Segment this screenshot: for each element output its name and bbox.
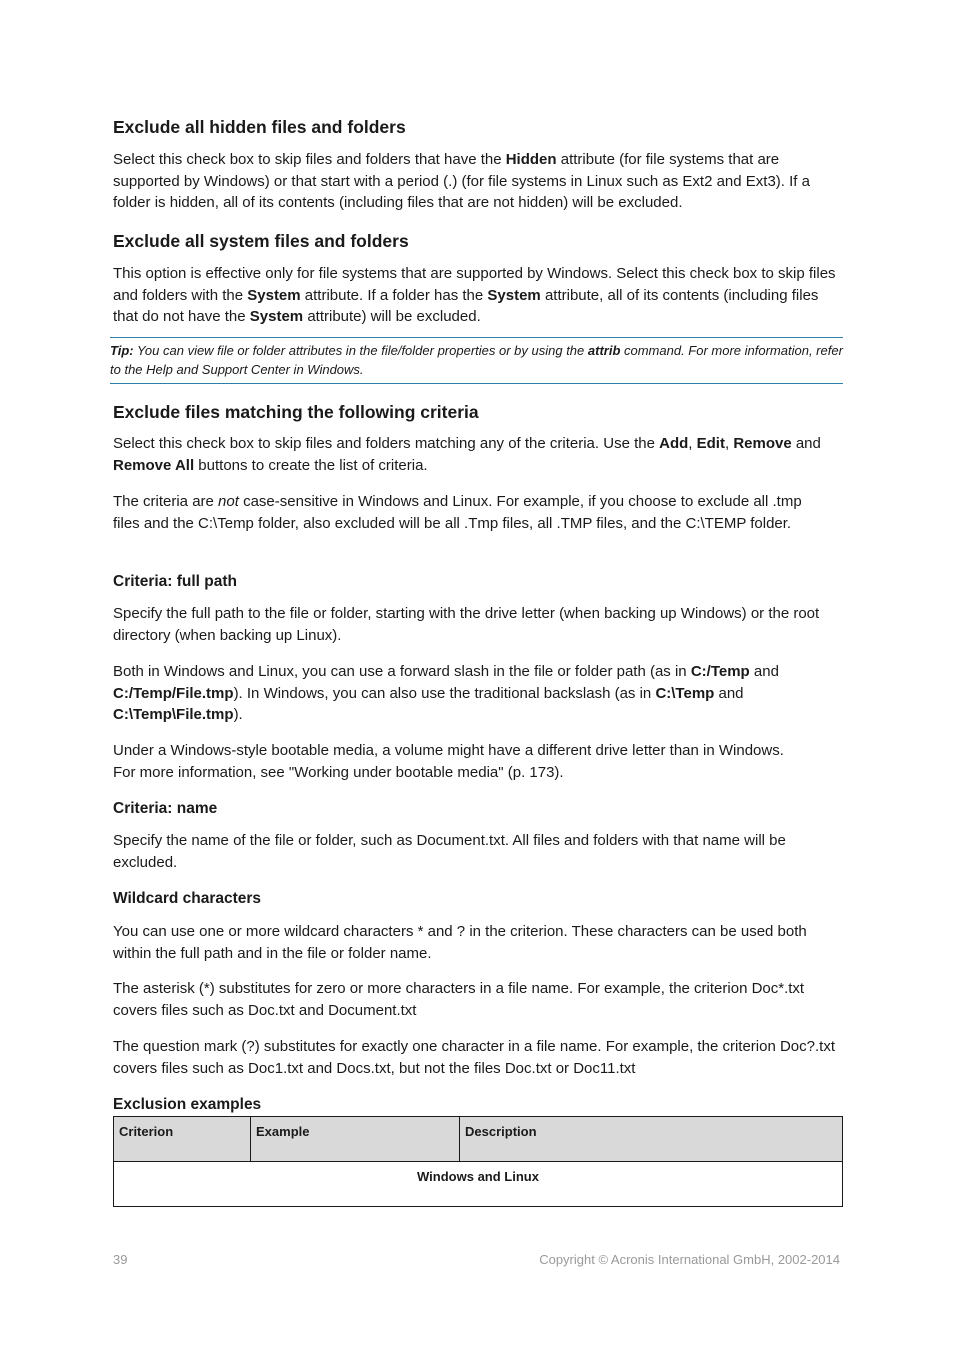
- paragraph-asterisk: The asterisk (*) substitutes for zero or more characters in a file name. For example, the criterion Doc*.txt covers files such as Doc.txt and Document.txt: [113, 980, 805, 1019]
- paragraph-wildcard-intro: You can use one or more wildcard characters * and ? in the criterion. These characters can be used both within the full path and in the file or folder name.: [113, 923, 807, 962]
- heading-criteria-name: Criteria: name: [113, 800, 218, 817]
- paragraph-system-files: This option is effective only for file systems that are supported by Windows. Select this check box to skip files and folders with the System attribute. If a folder has the System attribute, all of its contents (including files that do not have the System attribute) will be excluded.: [113, 265, 836, 326]
- paragraph-full-path: Specify the full path to the file or folder, starting with the drive letter (when backing up Windows) or the root directory (when backing up Linux).: [113, 605, 820, 644]
- heading-matching-criteria: Exclude files matching the following criteria: [113, 402, 479, 422]
- heading-full-path: Criteria: full path: [113, 573, 238, 590]
- group-row-windows-linux: Windows and Linux: [114, 1162, 843, 1207]
- paragraph-bootable-media: Under a Windows-style bootable media, a volume might have a different drive letter than in Windows. For more information, see "Working under bootable media" (p. 173).: [113, 742, 784, 781]
- heading-exclusion-examples: Exclusion examples: [113, 1096, 262, 1113]
- column-header-criterion: Criterion: [114, 1117, 251, 1162]
- column-header-description: Description: [460, 1117, 843, 1162]
- paragraph-question-mark: The question mark (?) substitutes for exactly one character in a file name. For example, the criterion Doc?.txt covers files such as Doc1.txt and Docs.txt, but not the files Doc.txt or Doc11.txt: [113, 1038, 835, 1077]
- heading-hidden-files: Exclude all hidden files and folders: [113, 117, 406, 137]
- page-number: 39: [113, 1252, 128, 1267]
- attrib-command: attrib: [587, 343, 621, 358]
- copyright-notice: Copyright © Acronis International GmbH, 2002-2014: [539, 1252, 840, 1267]
- paragraph-criteria-buttons: Select this check box to skip files and folders matching any of the criteria. Use the Add, Edit, Remove and Remove All buttons to create the list of criteria.: [113, 435, 821, 474]
- paragraph-case-sensitivity: The criteria are not case-sensitive in Windows and Linux. For example, if you choose to exclude all .tmp files and the C:\Temp folder, also excluded will be all .Tmp files, all .TMP files, and the C:\TEMP folder.: [113, 493, 802, 532]
- tip-box: Tip: You can view file or folder attributes in the file/folder properties or by using the attrib command. For more information, refer to the Help and Support Center in Windows.: [110, 337, 843, 384]
- table-row: [114, 1162, 843, 1207]
- heading-system-files: Exclude all system files and folders: [113, 231, 409, 251]
- tip-label: Tip:: [110, 343, 134, 358]
- heading-wildcard: Wildcard characters: [113, 890, 262, 907]
- table-header-row: [114, 1117, 843, 1162]
- paragraph-hidden-files: Select this check box to skip files and folders that have the Hidden attribute (for file systems that are supported by Windows) or that start with a period (.) (for file systems in Linux such as Ext2 and Ext3). If a folder is hidden, all of its contents (including files that are not hidden) will be excluded.: [113, 151, 810, 212]
- paragraph-path-slashes: Both in Windows and Linux, you can use a forward slash in the file or folder path (as in C:/Temp and C:/Temp/File.tmp). In Windows, you can also use the traditional backslash (as in C:\Temp and C:\Temp\File.tmp).: [113, 663, 779, 724]
- exclusion-examples-table: [113, 1116, 843, 1207]
- paragraph-criteria-name: Specify the name of the file or folder, such as Document.txt. All files and folders with that name will be excluded.: [113, 832, 786, 871]
- column-header-example: Example: [251, 1117, 460, 1162]
